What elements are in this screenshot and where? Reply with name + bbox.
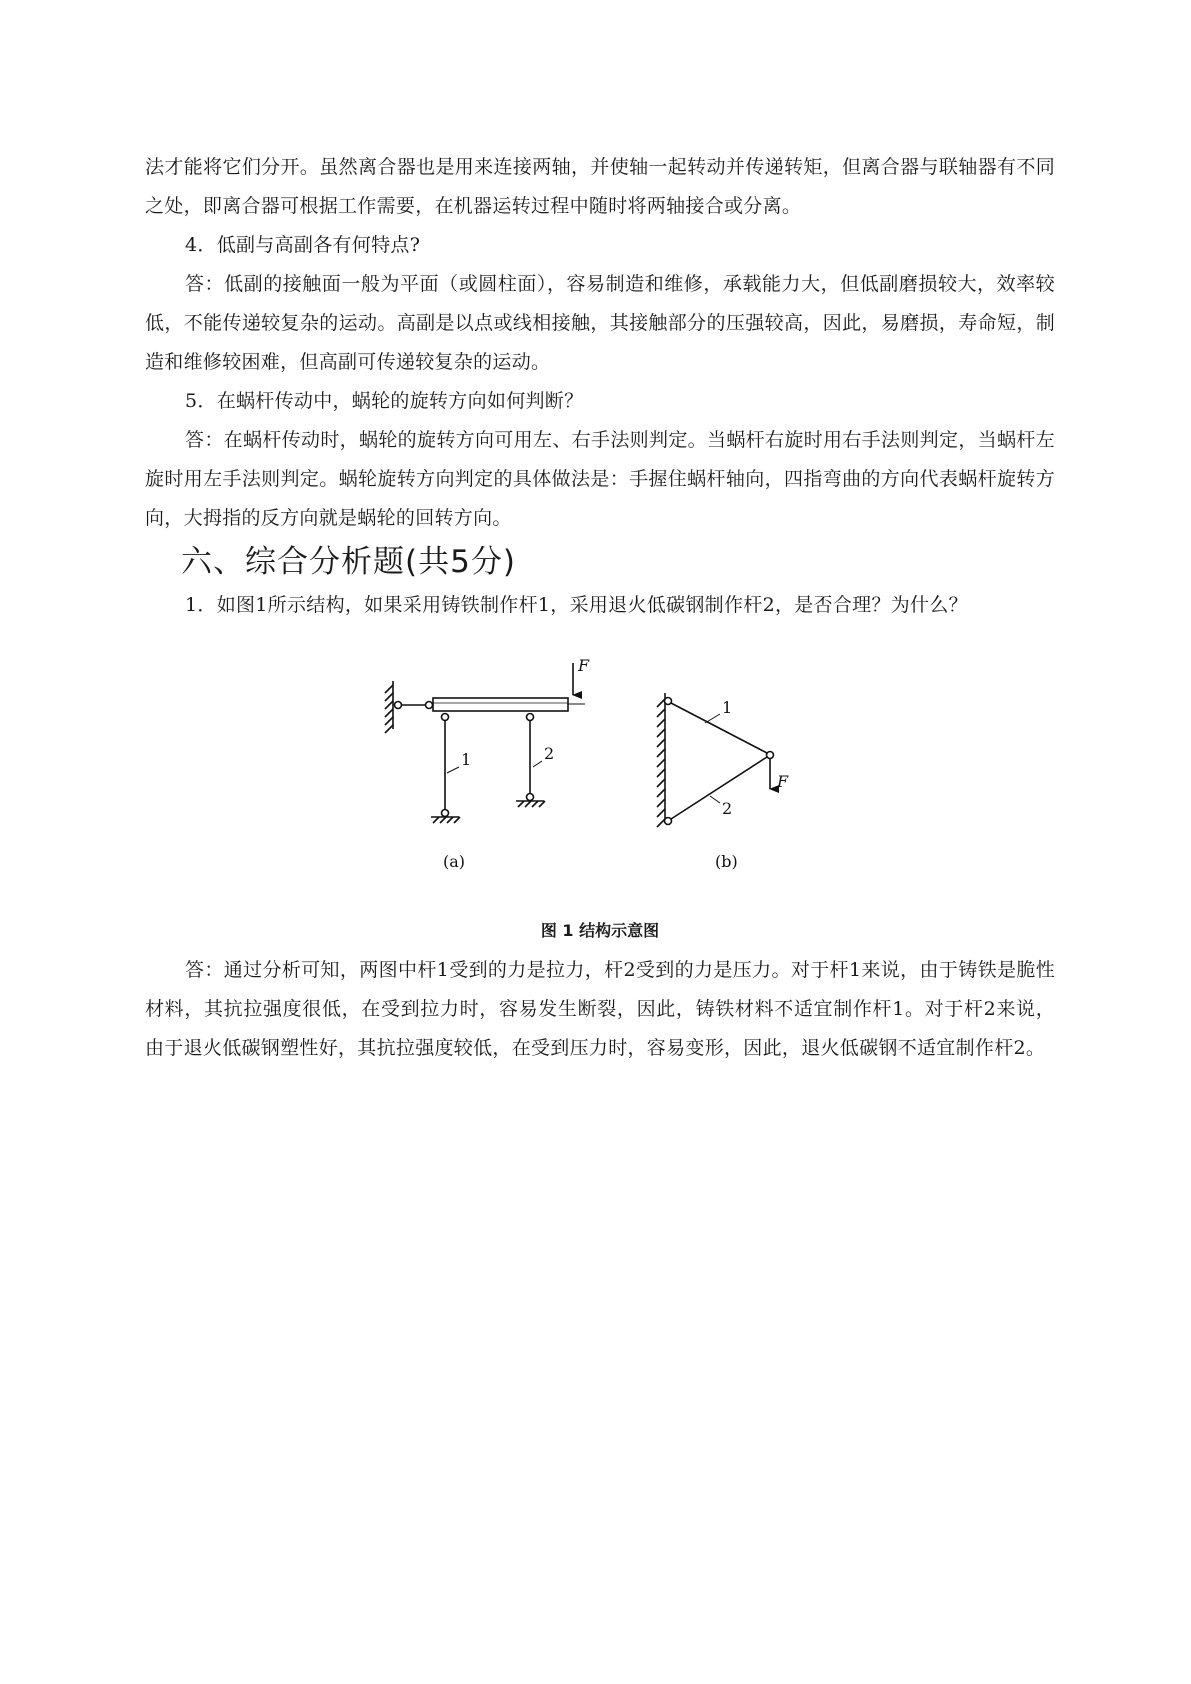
structure-diagram: [145, 643, 1055, 913]
answer-4: 答：低副的接触面一般为平面（或圆柱面），容易制造和维修，承载能力大，但低副磨损较大，效率较低，不能传递较复杂的运动。高副是以点或线相接触，其接触部分的压强较高，因此，易磨损，寿命短，制造和维修较困难，但高副可传递较复杂的运动。: [145, 273, 1055, 373]
sublabel-b: (b): [715, 852, 738, 871]
analysis-question: 1．如图1所示结构，如果采用铸铁制作杆1，采用退火低碳钢制作杆2，是否合理？为什么？: [185, 594, 968, 616]
sublabel-a: (a): [443, 852, 466, 871]
question-5: 5．在蜗杆传动中，蜗轮的旋转方向如何判断？: [185, 390, 584, 412]
figure-caption: 图 1 结构示意图: [540, 921, 660, 940]
question-4: 4．低副与高副各有何特点?: [185, 234, 421, 256]
structure-figure: [145, 643, 1055, 913]
analysis-answer: 答：通过分析可知，两图中杆1受到的力是拉力，杆2受到的力是压力。对于杆1来说，由于铸铁是脆性材料，其抗拉强度很低，在受到拉力时，容易发生断裂，因此，铸铁材料不适宜制作杆1。对于杆2来说，由于退火低碳钢塑性好，其抗拉强度较低，在受到压力时，容易变形，因此，退火低碳钢不适宜制作杆2。: [145, 959, 1055, 1059]
rod-label-a2: 2: [544, 744, 555, 763]
document-page: [145, 148, 1055, 1068]
force-label-a: F: [578, 656, 590, 675]
rod-label-b1: 1: [722, 698, 733, 717]
rod-label-a1: 1: [461, 750, 472, 769]
force-label-b: F: [777, 772, 789, 791]
paragraph-continuation: 法才能将它们分开。虽然离合器也是用来连接两轴，并使轴一起转动并传递转矩，但离合器与联轴器有不同之处，即离合器可根据工作需要，在机器运转过程中随时将两轴接合或分离。: [145, 156, 1055, 217]
figure-a: [385, 663, 585, 823]
answer-5: 答：在蜗杆传动时，蜗轮的旋转方向可用左、右手法则判定。当蜗杆右旋时用右手法则判定，当蜗杆左旋时用左手法则判定。蜗轮旋转方向判定的具体做法是：手握住蜗杆轴向，四指弯曲的方向代表蜗杆旋转方向，大拇指的反方向就是蜗轮的回转方向。: [145, 429, 1055, 529]
rod-label-b2: 2: [722, 799, 733, 818]
section-heading: 六、综合分析题(共5分): [181, 544, 516, 580]
figure-b: [657, 693, 774, 827]
